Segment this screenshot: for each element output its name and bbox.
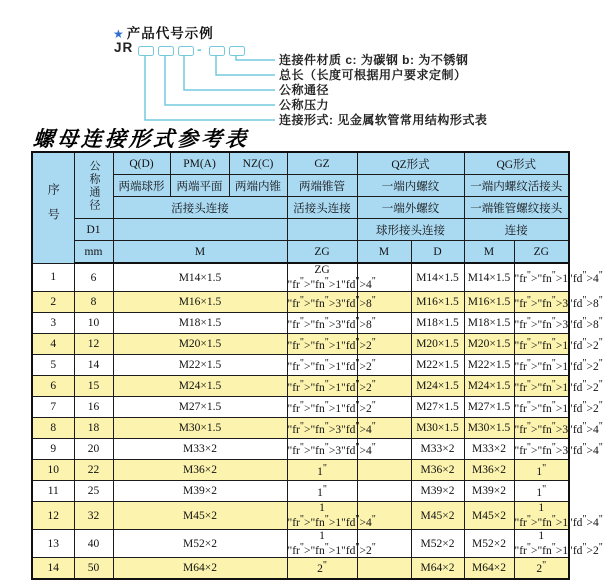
cell-qg-m: M30×1.5 bbox=[464, 418, 514, 439]
cell-gz-zg: "fr">"fn">3"fd">8" bbox=[287, 313, 357, 334]
table-row bbox=[32, 502, 569, 530]
cell-seq: 10 bbox=[32, 460, 74, 481]
code-dash: - bbox=[197, 41, 202, 57]
cell-qz-d: M39×2 bbox=[411, 481, 464, 502]
table-body bbox=[32, 263, 603, 579]
cell-m-thread: M52×2 bbox=[113, 530, 287, 558]
header-nominal-diameter: 公称通径 bbox=[74, 152, 113, 219]
cell-qz-m bbox=[357, 460, 411, 481]
cell-qz-d: M52×2 bbox=[411, 530, 464, 558]
header-empty-qpn bbox=[113, 219, 287, 241]
header-qg-m: M bbox=[464, 241, 514, 264]
cell-m-thread: M39×2 bbox=[113, 481, 287, 502]
header-union-joint-connection: 活接头连接 bbox=[113, 197, 287, 219]
label-connection-form: 连接形式: 见金属软管常用结构形式表 bbox=[279, 113, 488, 127]
cell-seq: 7 bbox=[32, 397, 74, 418]
cell-m-thread: M14×1.5 bbox=[113, 263, 287, 292]
cell-qg-m: M16×1.5 bbox=[464, 292, 514, 313]
cell-qz-d: M27×1.5 bbox=[411, 397, 464, 418]
cell-qz-m bbox=[357, 558, 411, 579]
cell-dn: 22 bbox=[74, 460, 113, 481]
cell-gz-zg: "fr">"fn">1"fd">2" bbox=[287, 355, 357, 376]
cell-qg-zg: "fr">"fn">3"fd">4" bbox=[514, 418, 569, 439]
table-row bbox=[32, 418, 569, 439]
cell-dn: 32 bbox=[74, 502, 113, 530]
cell-gz-zg: "fr">"fn">3"fd">4" bbox=[287, 439, 357, 460]
cell-gz-zg: "fr">"fn">3"fd" " bbox=[287, 418, 357, 439]
cell-m-thread: M16×1.5 bbox=[113, 292, 287, 313]
table-row bbox=[32, 355, 569, 376]
header-qg-zg: ZG bbox=[514, 241, 569, 264]
cell-seq: 11 bbox=[32, 481, 74, 502]
label-connector-material: 连接件材质 c: 为碳钢 b: 为不锈钢 bbox=[279, 53, 469, 67]
cell-qg-zg: "fr">"fn">3"fd">8" bbox=[514, 292, 569, 313]
product-code-prefix: JR bbox=[114, 40, 134, 55]
header-qg-desc-3: 连接 bbox=[464, 219, 569, 241]
code-box-nominal-pressure bbox=[158, 46, 174, 56]
cell-qg-m: M39×2 bbox=[464, 481, 514, 502]
cell-dn: 20 bbox=[74, 439, 113, 460]
cell-seq: 12 bbox=[32, 502, 74, 530]
cell-gz-zg: 1" bbox=[287, 460, 357, 481]
cell-seq: 4 bbox=[32, 334, 74, 355]
cell-qg-m: M20×1.5 bbox=[464, 334, 514, 355]
table-header bbox=[32, 152, 569, 263]
header-gz-desc: 两端锥管 bbox=[287, 175, 357, 197]
cell-gz-zg: ZG "fr">"fn">1"fd">4" bbox=[287, 264, 376, 291]
cell-qz-d: M20×1.5 bbox=[411, 334, 464, 355]
cell-gz-zg: 1" bbox=[287, 481, 357, 502]
cell-qz-d: M16×1.5 bbox=[411, 292, 464, 313]
cell-dn: 12 bbox=[74, 334, 113, 355]
cell-qz-d: M18×1.5 bbox=[411, 313, 464, 334]
header-pm-code: PM(A) bbox=[170, 152, 229, 175]
cell-m-thread: M45×2 bbox=[113, 502, 287, 530]
cell-qg-m: M22×1.5 bbox=[464, 355, 514, 376]
cell-qg-m: M52×2 bbox=[464, 530, 514, 558]
table-row bbox=[32, 558, 569, 579]
cell-qg-m: M27×1.5 bbox=[464, 397, 514, 418]
cell-dn: 40 bbox=[74, 530, 113, 558]
cell-qg-zg: 1" bbox=[514, 460, 569, 481]
cell-qg-m: M24×1.5 bbox=[464, 376, 514, 397]
table-row bbox=[32, 292, 569, 313]
cell-dn: 15 bbox=[74, 376, 113, 397]
cell-dn: 6 bbox=[74, 263, 113, 292]
cell-dn: 14 bbox=[74, 355, 113, 376]
table-row bbox=[32, 439, 569, 460]
header-mm: mm bbox=[74, 241, 113, 264]
table-row bbox=[32, 313, 569, 334]
table-row bbox=[32, 530, 569, 558]
header-qz-d: D bbox=[411, 241, 464, 264]
header-gz-union-joint: 活接头连接 bbox=[287, 197, 357, 219]
cell-seq: 6 bbox=[32, 376, 74, 397]
cell-qz-d: M45×2 bbox=[411, 502, 464, 530]
table-row bbox=[32, 460, 569, 481]
cell-qg-m: M14×1.5 bbox=[464, 263, 514, 292]
table-title: 螺母连接形式参考表 bbox=[32, 127, 250, 151]
cell-qg-zg: 1 "fr">"fn">1"fd">2" bbox=[514, 530, 603, 557]
cell-qz-d: M24×1.5 bbox=[411, 376, 464, 397]
header-seq: 序号 bbox=[32, 152, 74, 263]
header-qz-desc-2: 一端外螺纹 bbox=[357, 197, 464, 219]
cell-qz-d: M14×1.5 bbox=[411, 263, 464, 292]
header-gz-code: GZ bbox=[287, 152, 357, 175]
cell-gz-zg: "fr">"fn">3"fd" " bbox=[287, 292, 357, 313]
cell-seq: 13 bbox=[32, 530, 74, 558]
cell-qz-d: M64×2 bbox=[411, 558, 464, 579]
cell-dn: 50 bbox=[74, 558, 113, 579]
header-q-desc: 两端球形 bbox=[113, 175, 170, 197]
header-qz-code: QZ形式 bbox=[357, 152, 464, 175]
header-nz-desc: 两端内锥 bbox=[229, 175, 287, 197]
cell-m-thread: M33×2 bbox=[113, 439, 287, 460]
cell-m-thread: M30×1.5 bbox=[113, 418, 287, 439]
label-nominal-diameter: 公称通径 bbox=[279, 83, 330, 97]
cell-qg-m: M45×2 bbox=[464, 502, 514, 530]
cell-seq: 5 bbox=[32, 355, 74, 376]
cell-m-thread: M20×1.5 bbox=[113, 334, 287, 355]
cell-qg-zg: "fr">"fn">1"fd">2" bbox=[514, 355, 569, 376]
cell-gz-zg: "fr">"fn">1"fd" " bbox=[287, 376, 357, 397]
cell-seq: 2 bbox=[32, 292, 74, 313]
header-q-code: Q(D) bbox=[113, 152, 170, 175]
cell-gz-zg: 2" bbox=[287, 558, 357, 579]
cell-dn: 16 bbox=[74, 397, 113, 418]
table-row bbox=[32, 397, 569, 418]
code-box-total-length bbox=[209, 46, 225, 56]
cell-qz-d: M36×2 bbox=[411, 460, 464, 481]
cell-seq: 3 bbox=[32, 313, 74, 334]
cell-qz-d: M33×2 bbox=[411, 439, 464, 460]
star-icon: ★ bbox=[113, 27, 125, 41]
cell-seq: 8 bbox=[32, 418, 74, 439]
header-qz-desc-1: 一端内螺纹 bbox=[357, 175, 464, 197]
cell-m-thread: M36×2 bbox=[113, 460, 287, 481]
label-nominal-pressure: 公称压力 bbox=[279, 98, 330, 112]
header-qg-desc-2: 一端锥管螺纹接头 bbox=[464, 197, 569, 219]
cell-qg-zg: "fr">"fn">1"fd">4" bbox=[514, 263, 569, 292]
header-zg-thread: ZG bbox=[287, 241, 357, 264]
header-qg-code: QG形式 bbox=[464, 152, 569, 175]
nut-connection-reference-table bbox=[31, 151, 603, 580]
code-box-material bbox=[229, 46, 245, 56]
header-d1: D1 bbox=[74, 219, 113, 241]
cell-qg-m: M33×2 bbox=[464, 439, 514, 460]
cell-qg-zg: "fr">"fn">1"fd">2" bbox=[514, 334, 569, 355]
table-row bbox=[32, 481, 569, 502]
cell-qg-zg: "fr">"fn">1"fd">2" bbox=[514, 397, 569, 418]
product-code-example-label: 产品代号示例 bbox=[126, 26, 214, 41]
cell-seq: 14 bbox=[32, 558, 74, 579]
header-nz-code: NZ(C) bbox=[229, 152, 287, 175]
code-box-nominal-diameter bbox=[178, 46, 194, 56]
header-qz-desc-3: 球形接头连接 bbox=[357, 219, 464, 241]
cell-seq: 9 bbox=[32, 439, 74, 460]
cell-qz-d: M30×1.5 bbox=[411, 418, 464, 439]
cell-qg-zg: "fr">"fn">3"fd">8" bbox=[514, 313, 569, 334]
cell-gz-zg: 1 "fr">"fn">1"fd" " bbox=[287, 502, 376, 529]
code-box-connection-form bbox=[138, 46, 154, 56]
cell-m-thread: M27×1.5 bbox=[113, 397, 287, 418]
cell-qz-d: M22×1.5 bbox=[411, 355, 464, 376]
table-row bbox=[32, 376, 569, 397]
cell-qg-m: M18×1.5 bbox=[464, 313, 514, 334]
cell-dn: 18 bbox=[74, 418, 113, 439]
cell-m-thread: M18×1.5 bbox=[113, 313, 287, 334]
header-empty-gz bbox=[287, 219, 357, 241]
cell-gz-zg: 1 "fr">"fn">1"fd">2" bbox=[287, 530, 376, 557]
cell-qg-zg: "fr">"fn">3"fd">4" bbox=[514, 439, 569, 460]
cell-dn: 10 bbox=[74, 313, 113, 334]
cell-qg-m: M36×2 bbox=[464, 460, 514, 481]
cell-seq: 1 bbox=[32, 263, 74, 292]
cell-gz-zg: "fr">"fn">1"fd">2" bbox=[287, 397, 357, 418]
cell-qg-zg: "fr">"fn">1"fd">2" bbox=[514, 376, 569, 397]
cell-qz-m bbox=[357, 481, 411, 502]
cell-m-thread: M22×1.5 bbox=[113, 355, 287, 376]
cell-dn: 8 bbox=[74, 292, 113, 313]
header-qg-desc-1: 一端内螺纹活接头 bbox=[464, 175, 569, 197]
header-qz-m: M bbox=[357, 241, 411, 264]
cell-qg-zg: 1 "fr">"fn">1"fd">4" bbox=[514, 502, 603, 529]
cell-m-thread: M64×2 bbox=[113, 558, 287, 579]
cell-gz-zg: "fr">"fn">1"fd" " bbox=[287, 334, 357, 355]
cell-dn: 25 bbox=[74, 481, 113, 502]
cell-qg-zg: 2" bbox=[514, 558, 569, 579]
header-pm-desc: 两端平面 bbox=[170, 175, 229, 197]
cell-qg-zg: 1" bbox=[514, 481, 569, 502]
cell-qg-m: M64×2 bbox=[464, 558, 514, 579]
cell-m-thread: M24×1.5 bbox=[113, 376, 287, 397]
header-m-thread: M bbox=[113, 241, 287, 264]
label-total-length: 总长（长度可根据用户要求定制） bbox=[279, 68, 467, 82]
table-row bbox=[32, 334, 569, 355]
table-row bbox=[32, 263, 569, 292]
